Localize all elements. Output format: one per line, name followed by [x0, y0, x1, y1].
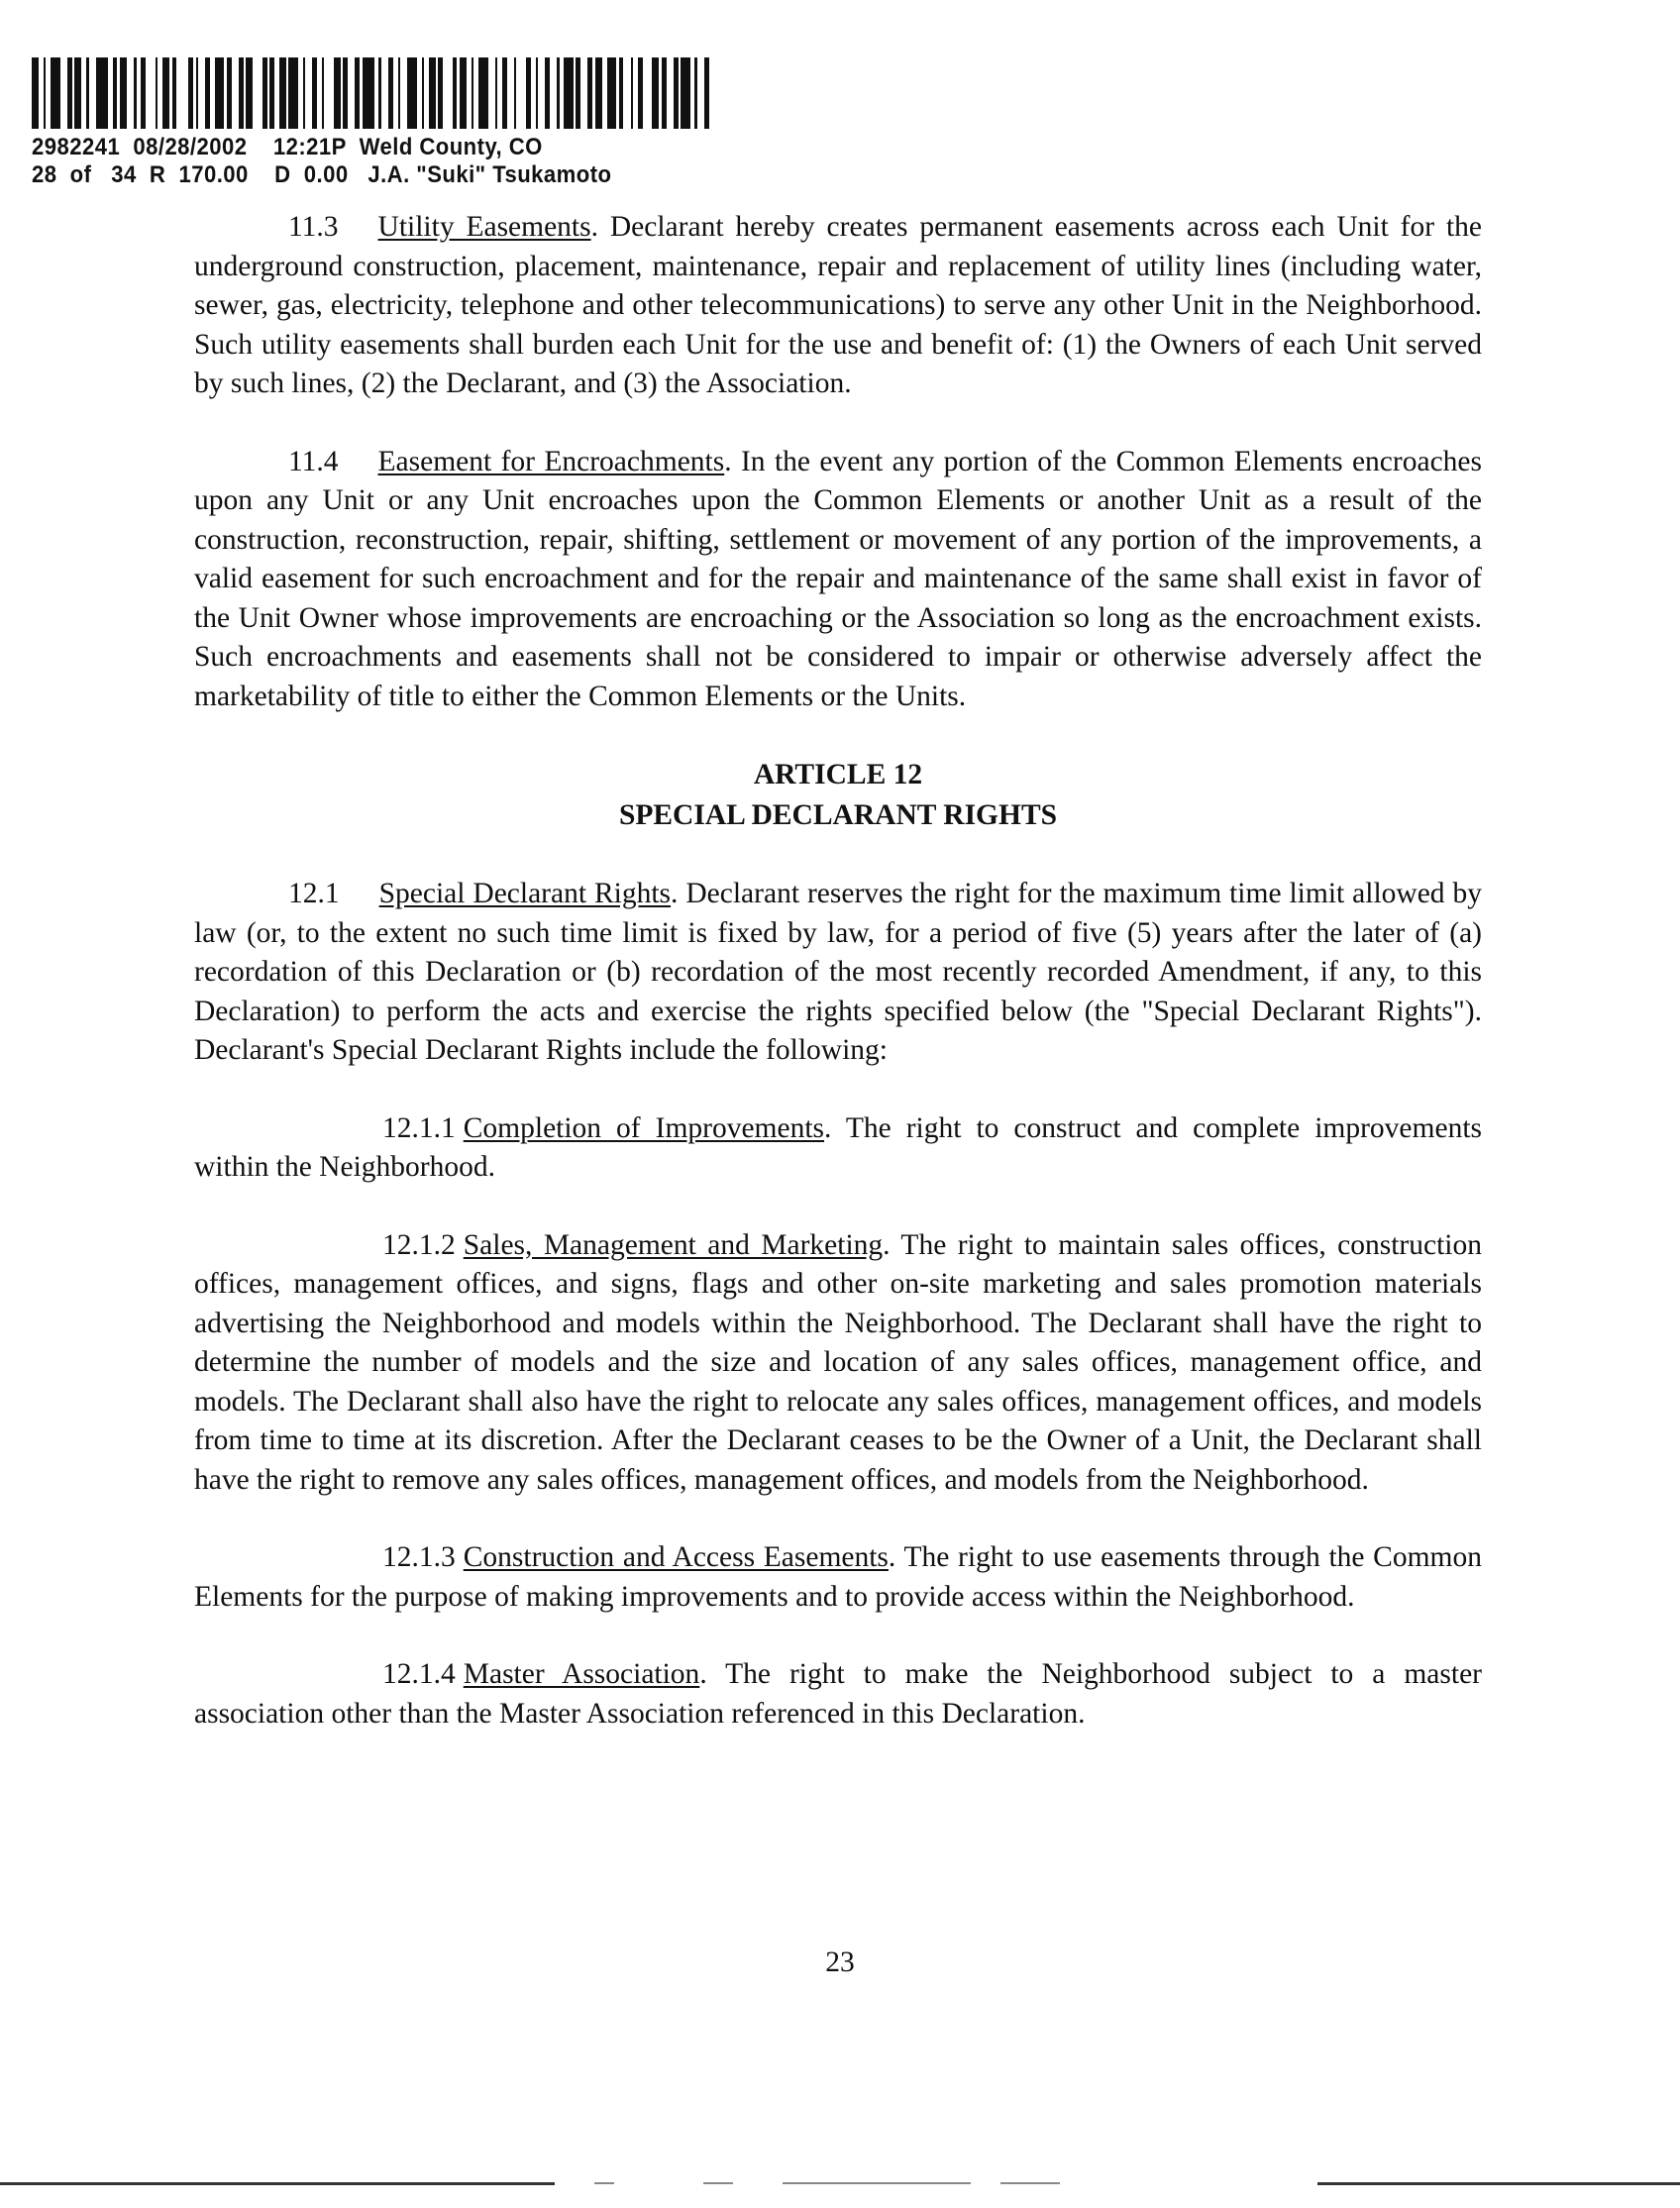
section-number: 12.1.1: [382, 1111, 456, 1144]
section-heading: Master Association: [463, 1658, 700, 1690]
section-text: . Declarant reserves the right for the maximum time limit allowed by law (or, to the extent no such time limit is fixed by law, for a period of five (5) years after the later of (a) recordation of this Declaration or (b) recordation of the most recently recorded Amendment, if any, to this Declaration) to perform the acts and exercise the rights specified below (the "Special Declarant Rights"). Declarant's Special Declarant Rights include the following:: [194, 878, 1482, 1066]
section-text: . Declarant hereby creates permanent easements across each Unit for the underground construction, placement, maintenance, repair and replacement of utility lines (including water, sewer, gas, electricity, telephone and other telecommunications) to serve any other Unit in the Neighborhood. Such utility easements shall burden each Unit for the use and benefit of: (1) the Owners of each Unit served by such lines, (2) the Declarant, and (3) the Association.: [194, 211, 1482, 399]
section-heading: Utility Easements: [377, 211, 591, 243]
section-12-1-2: [194, 1226, 1482, 1501]
recording-barcode: [32, 57, 715, 129]
article-heading: [194, 755, 1482, 836]
section-12-1-3: [194, 1538, 1482, 1617]
scan-edge-line: [703, 2182, 733, 2184]
section-heading: Special Declarant Rights: [378, 878, 672, 909]
section-text: . The right to use easements through the Common Elements for the purpose of making improvements and to provide access within the Neighborhood.: [194, 1541, 1482, 1613]
section-heading: Easement for Encroachments: [377, 445, 725, 477]
section-heading: Construction and Access Easements: [463, 1541, 889, 1573]
scan-edge-line: [783, 2182, 971, 2184]
scan-edge-line: [1000, 2182, 1060, 2184]
page-number: 23: [825, 1946, 855, 1978]
section-12-1-4: [194, 1655, 1482, 1734]
section-text: . In the event any portion of the Common Elements encroaches upon any Unit or any Unit encroaches upon the Common Elements or another Unit as a result of the construction, reconstruction, repair, shifting, settlement or movement of any portion of the improvements, a valid easement for such encroachment and for the repair and maintenance of the same shall exist in favor of the Unit Owner whose improvements are encroaching or the Association so long as the encroachment exists. Such encroachments and easements shall not be considered to impair or otherwise adversely affect the marketability of title to either the Common Elements or the Units.: [194, 445, 1482, 712]
scan-edge-line: [1317, 2182, 1680, 2185]
section-number: 12.1.3: [382, 1541, 456, 1573]
section-number: 12.1: [288, 878, 340, 909]
article-title: SPECIAL DECLARANT RIGHTS: [618, 799, 1058, 831]
section-heading: Sales, Management and Marketing: [463, 1228, 884, 1261]
section-text: . The right to maintain sales offices, construction offices, management offices, and signs, flags and other on-site marketing and sales promotion materials advertising the Neighborhood and models within the Neighborhood. The Declarant shall have the right to determine the number of models and the size and location of any sales offices, management office, and models. The Declarant shall also have the right to relocate any sales offices, management offices, and models from time to time at its discretion. After the Declarant ceases to be the Owner of a Unit, the Declarant shall have the right to remove any sales offices, management offices, and models from the Neighborhood.: [194, 1228, 1482, 1496]
section-number: 12.1.2: [382, 1228, 456, 1261]
document-body: [194, 208, 1482, 1772]
scan-edge-line: [0, 2182, 555, 2185]
section-text: . The right to make the Neighborhood subject to a master association other than the Master Association referenced in this Declaration.: [194, 1658, 1482, 1730]
section-number: 12.1.4: [382, 1658, 456, 1690]
section-heading: Completion of Improvements: [463, 1111, 825, 1144]
section-12-1-1: [194, 1109, 1482, 1188]
scan-edge-line: [594, 2182, 614, 2184]
section-12-1: [194, 875, 1482, 1071]
recording-stamp-line-1: 2982241 08/28/2002 12:21P Weld County, CO: [32, 134, 543, 160]
section-text: . The right to construct and complete improvements within the Neighborhood.: [194, 1111, 1482, 1183]
article-number: ARTICLE 12: [753, 759, 923, 790]
recording-stamp-line-2: 28 of 34 R 170.00 D 0.00 J.A. "Suki" Tsukamoto: [32, 161, 612, 188]
section-number: 11.4: [288, 445, 339, 477]
section-number: 11.3: [288, 211, 339, 243]
section-11-3: [194, 208, 1482, 404]
section-11-4: [194, 443, 1482, 717]
